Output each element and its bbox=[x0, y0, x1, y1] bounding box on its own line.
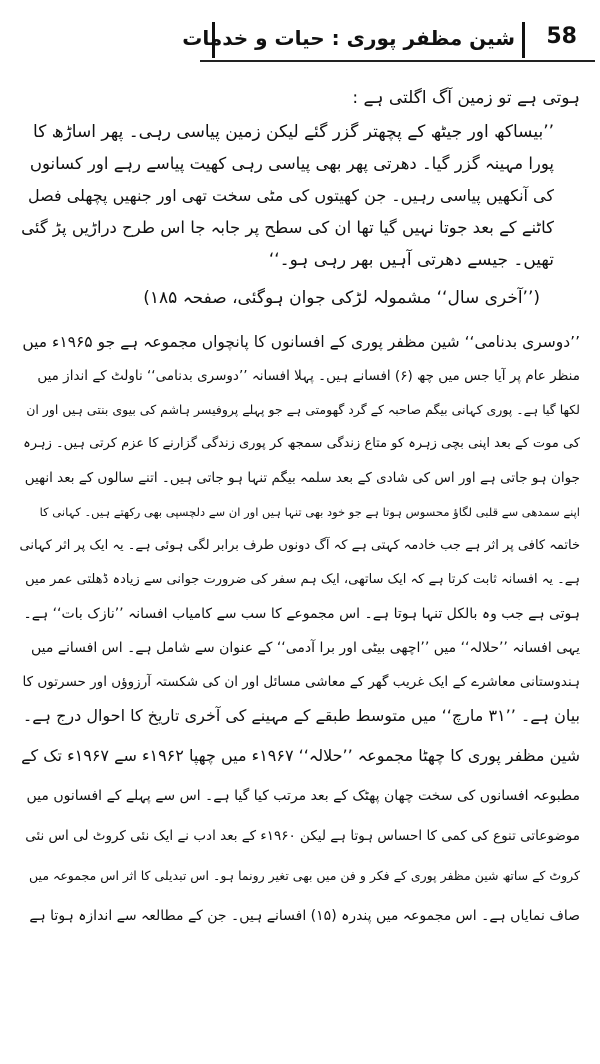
text-line: بیان ہے۔ ’’۳۱ مارچ‘‘ میں متوسط طبقے کے مہینے کی آخری تاریخ کا احوال درج ہے۔ bbox=[22, 706, 580, 725]
quote-line: کاٹنے کے بعد جوتا نہیں گیا تھا ان کی سطح پر جابہ جا اس طرح دراڑیں پڑ گئی bbox=[21, 218, 554, 237]
running-title: شین مظفر پوری : حیات و خدمات bbox=[182, 26, 515, 50]
text-line: ’’دوسری بدنامی‘‘ شین مظفر پوری کے افسانوں کا پانچواں مجموعہ ہے جو ۱۹۶۵ء میں bbox=[22, 333, 580, 351]
text-line: اپنے سمدھی سے قلبی لگاؤ محسوس ہوتا ہے جو خود بھی تنہا ہیں اور ان سے دلچسپی بھی رکھتے ہیں۔ کہانی کا bbox=[39, 505, 580, 519]
text-line: ہندوستانی معاشرے کے ایک غریب گھر کے معاشی مسائل اور ان کی شکستہ آرزوؤں اور حسرتوں کا bbox=[22, 674, 580, 690]
citation-line: (’’آخری سال‘‘ مشمولہ لڑکی جوان ہوگئی، صفحہ ۱۸۵) bbox=[143, 288, 540, 308]
quote-line: کی آنکھیں پیاسی رہیں۔ جن کھیتوں کی مٹی سخت تھی اور جنھیں پچھلی فصل bbox=[27, 186, 554, 205]
text-line: منظر عام پر آیا جس میں چھ (۶) افسانے ہیں۔ پہلا افسانہ ’’دوسری بدنامی‘‘ ناولٹ کے انداز میں bbox=[37, 368, 580, 384]
header-divider-mid bbox=[522, 22, 525, 58]
text-line: خاتمہ کافی پر اثر ہے جب خادمہ کہتی ہے کہ آگ دونوں طرف برابر لگی ہوئی ہے۔ یہ ایک پر اثر کہانی bbox=[19, 538, 580, 553]
text-line: ہے۔ یہ افسانہ ثابت کرتا ہے کہ ایک ساتھی، ایک ہم سفر کی ضرورت جوانی سے زیادہ ڈھلتی عمر میں bbox=[25, 572, 580, 587]
quote-line: تھیں۔ جیسے دھرتی آہیں بھر رہی ہو۔‘‘ bbox=[268, 250, 554, 270]
text-line: ہوتی ہے جب وہ بالکل تنہا ہوتا ہے۔ اس مجموعے کا سب سے کامیاب افسانہ ’’نازک بات‘‘ ہے۔ bbox=[23, 606, 580, 622]
text-line: کروٹ کے ساتھ شین مظفر پوری کے فکر و فن میں بھی تغیر رونما ہو۔ اس تبدیلی کا اثر اس مجموعہ میں bbox=[29, 868, 580, 883]
page-number: 58 bbox=[546, 24, 577, 49]
text-line: کی موت کے بعد اپنی بچی زہرہ کو متاع زندگی سمجھ کر پوری زندگی گزارنے کا عزم کرتی ہیں۔ زہرہ bbox=[23, 436, 580, 451]
text-line: ہوتی ہے تو زمین آگ اگلتی ہے : bbox=[352, 88, 580, 108]
quote-line: ’’بیساکھ اور جیٹھ کے پچھتر گزر گئے لیکن زمین پیاسی رہی۔ پھر اساڑھ کا bbox=[33, 122, 554, 142]
text-line: جوان ہو جاتی ہے اور اس کی شادی کے بعد سلمہ بیگم تنہا ہو جاتی ہیں۔ اتنے سالوں کے بعد انھیں bbox=[24, 470, 580, 486]
text-line: موضوعاتی تنوع کی کمی کا احساس ہوتا ہے لیکن ۱۹۶۰ء کے بعد ادب نے ایک نئی کروٹ لی اس نئی bbox=[25, 828, 580, 844]
text-line: مطبوعہ افسانوں کی سخت چھان پھٹک کے بعد مرتب کیا گیا ہے۔ اس سے پہلے کے افسانوں میں bbox=[26, 788, 580, 804]
text-line: یہی افسانہ ’’حلالہ‘‘ میں ’’اچھی بیٹی اور برا آدمی‘‘ کے عنوان سے شامل ہے۔ اس افسانے میں bbox=[30, 640, 580, 656]
text-line: شین مظفر پوری کا چھٹا مجموعہ ’’حلالہ‘‘ ۱۹۶۷ء میں چھپا ۱۹۶۲ء سے ۱۹۶۷ء تک کے bbox=[21, 746, 580, 765]
text-line: لکھا گیا ہے۔ پوری کہانی بیگم صاحبہ کے گرد گھومتی ہے جو پہلے پروفیسر ہاشم کی بیوی بنتی ہیں اور ان bbox=[26, 402, 580, 417]
page-header bbox=[182, 20, 595, 62]
quote-line: پورا مہینہ گزر گیا۔ دھرتی پھر بھی پیاسی رہی کھیت پیاسے رہے اور کسانوں bbox=[29, 154, 554, 173]
text-line: صاف نمایاں ہے۔ اس مجموعہ میں پندرہ (۱۵) افسانے ہیں۔ جن کے مطالعہ سے اندازہ ہوتا ہے bbox=[29, 908, 580, 924]
